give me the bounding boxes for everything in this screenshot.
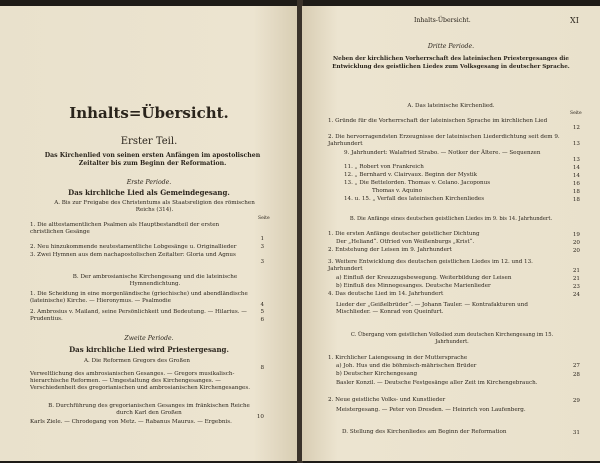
period-heading: Das kirchliche Lied als Gemeindegesang. (68, 188, 230, 197)
section-heading: A. Bis zur Freigabe des Christentums als Staatsreligion des römischen Reichs (314). (54, 200, 255, 213)
section-heading: A. Die Reformen Gregors des Großen (84, 358, 191, 364)
section-heading: B. Durchführung des gregorianischen Gesanges im fränkischen Reiche durch Karl den Großen (48, 403, 250, 416)
toc-entry: 12. „ Bernhard v. Clairvaux. Beginn der Mystik (344, 172, 478, 178)
toc-entry: 2. Die hervorragendsten Erzeugnisse der lateinischen Liederdichtung seit dem 9. Jahrhundert (328, 134, 560, 148)
toc-entry: 3. Weitere Entwicklung des deutschen geistlichen Liedes im 12. und 13. Jahrhundert (328, 259, 533, 273)
toc-page: 23 (572, 284, 580, 290)
period-heading: Das kirchliche Lied wird Priestergesang. (69, 345, 229, 354)
toc-entry: 2. Ambrosius v. Mailand, seine Persönlichkeit und Bedeutung. — Hilarius. — Prudentius. (30, 309, 247, 323)
toc-entry: 1. Die Scheidung in eine morgenländische (griechische) und abendländische (lateinische) Kirche. — Hieronymus. — Psalmodie (30, 291, 248, 305)
toc-entry: 2. Entstehung der Leisen im 9. Jahrhundert (328, 247, 452, 253)
toc-page: 4 (260, 302, 264, 308)
toc-page: 16 (572, 181, 580, 187)
toc-page: 21 (572, 268, 580, 274)
toc-page: 18 (572, 197, 580, 203)
toc-entry: 11. „ Robert von Frankreich (344, 164, 424, 170)
toc-entry: b) Deutscher Kirchengesang (336, 371, 418, 377)
toc-page: 5 (260, 309, 264, 315)
period-label: Dritte Periode. (427, 43, 475, 50)
toc-entry: 1. Die ersten Anfänge deutscher geistlicher Dichtung (328, 231, 480, 237)
seite-label: Seite (570, 111, 582, 116)
toc-description: Lieder der „Geißelbrüder“. — Johann Tauler. — Kontrafakturen und Mischlieder. — Konrad von Queinfurt. (336, 302, 528, 316)
toc-entry: 1. Die alttestamentlichen Psalmen als Hauptbestandteil der ersten christlichen Gesänge (30, 222, 220, 236)
toc-page: 20 (572, 240, 580, 246)
toc-entry: 14. u. 15. „ Verfall des lateinischen Kirchenliedes (344, 196, 485, 202)
period-heading: Neben der kirchlichen Vorherrschaft des lateinischen Priestergesanges die Entwicklung des geistlichen Liedes zum Volksgesang in deutscher Sprache. (332, 56, 570, 70)
toc-entry: 13. „ Die Bettelorden. Thomas v. Celano. Jacoponus (344, 180, 491, 186)
toc-page: 14 (572, 165, 580, 171)
toc-entry: a) Joh. Hus und die böhmisch-mährischen Brüder (336, 363, 477, 369)
toc-page: 20 (572, 248, 580, 254)
section-heading: B. Die Anfänge eines deutschen geistlichen Liedes im 9. bis 14. Jahrhundert. (349, 216, 553, 222)
toc-entry: 9. Jahrhundert: Walafried Strabo. — Notker der Ältere. — Sequenzen (344, 150, 541, 156)
toc-page: 3 (260, 259, 264, 265)
toc-description: Meistergesang. — Peter von Dresden. — Heinrich von Laufenberg. (336, 407, 526, 413)
toc-entry: 1. Gründe für die Vorherrschaft der lateinischen Sprache im kirchlichen Lied (328, 118, 548, 124)
left-page (0, 6, 298, 461)
toc-entry: b) Einfluß des Minnegesanges. Deutsche Marienlieder (336, 283, 491, 289)
toc-page: 27 (572, 363, 580, 369)
section-heading: C. Übergang vom geistlichen Volkslied zum deutschen Kirchengesang im 15. Jahrhundert. (350, 332, 554, 345)
toc-page: 8 (260, 365, 264, 371)
page-number: XI (570, 16, 579, 25)
toc-description: Karls Ziele. — Chrodegang von Metz. — Rabanus Maurus. — Ergebnis. (30, 419, 232, 425)
toc-page: 14 (572, 173, 580, 179)
toc-page: 29 (572, 398, 580, 404)
toc-page: 18 (572, 189, 580, 195)
section-heading: A. Das lateinische Kirchenlied. (407, 103, 495, 109)
toc-page: 24 (572, 292, 580, 298)
toc-page: 10 (256, 414, 264, 420)
section-heading: B. Der ambrosianische Kirchengesang und die lateinische Hymnendichtung. (72, 274, 238, 287)
period-label: Zweite Periode. (124, 335, 174, 342)
running-header: Inhalts-Übersicht. (414, 17, 471, 24)
toc-entry: Thomas v. Aquino (372, 188, 423, 194)
toc-page: 31 (572, 430, 580, 436)
page-title: Inhalts=Übersicht. (69, 104, 229, 122)
toc-entry: Der „Heliand“. Otfried von Weißenburgs „Krist“. (336, 239, 475, 245)
right-page (302, 6, 600, 461)
toc-entry: 1. Kirchlicher Laiengesang in der Muttersprache (328, 355, 468, 361)
toc-page: 19 (572, 232, 580, 238)
toc-page: 21 (572, 276, 580, 282)
toc-page: 13 (572, 141, 580, 147)
toc-entry: a) Einfluß der Kreuzzugsbewegung. Weiterbildung der Leisen (336, 275, 512, 281)
toc-page: 12 (572, 125, 580, 131)
toc-page: 13 (572, 157, 580, 163)
toc-entry: 4. Das deutsche Lied im 14. Jahrhundert (328, 291, 444, 297)
toc-entry: 3. Zwei Hymnen aus dem nachapostolischen Zeitalter: Gloria und Agnus (30, 252, 236, 258)
toc-page: 3 (260, 244, 264, 250)
toc-page: 1 (260, 236, 264, 242)
seite-label: Seite (258, 216, 270, 221)
section-heading: D. Stellung des Kirchenliedes am Beginn der Reformation (342, 429, 507, 435)
toc-description: Verweltlichung des ambrosianischen Gesanges. — Gregors musikalisch-hierarchische Reformen. — Umgestaltung des Kirchengesanges. — Verschiedenheit des gregorianischen und ambrosianischen Kirchengesanges. (30, 371, 251, 392)
toc-page: 28 (572, 372, 580, 378)
period-label: Erste Periode. (126, 179, 172, 186)
toc-description: Basler Konzil. — Deutsche Festgesänge aller Zeit im Kirchengebrauch. (336, 380, 538, 386)
part-subtitle: Das Kirchenlied von seinen ersten Anfängen im apostolischen Zeitalter bis zum Beginn der Reformation. (44, 152, 261, 167)
toc-entry: 2. Neu hinzukommende neutestamentliche Lobgesänge u. Originallieder (30, 244, 237, 250)
part-heading: Erster Teil. (120, 136, 178, 147)
toc-page: 6 (260, 317, 264, 323)
toc-entry: 2. Neue geistliche Volks- und Kunstlieder (328, 397, 446, 403)
